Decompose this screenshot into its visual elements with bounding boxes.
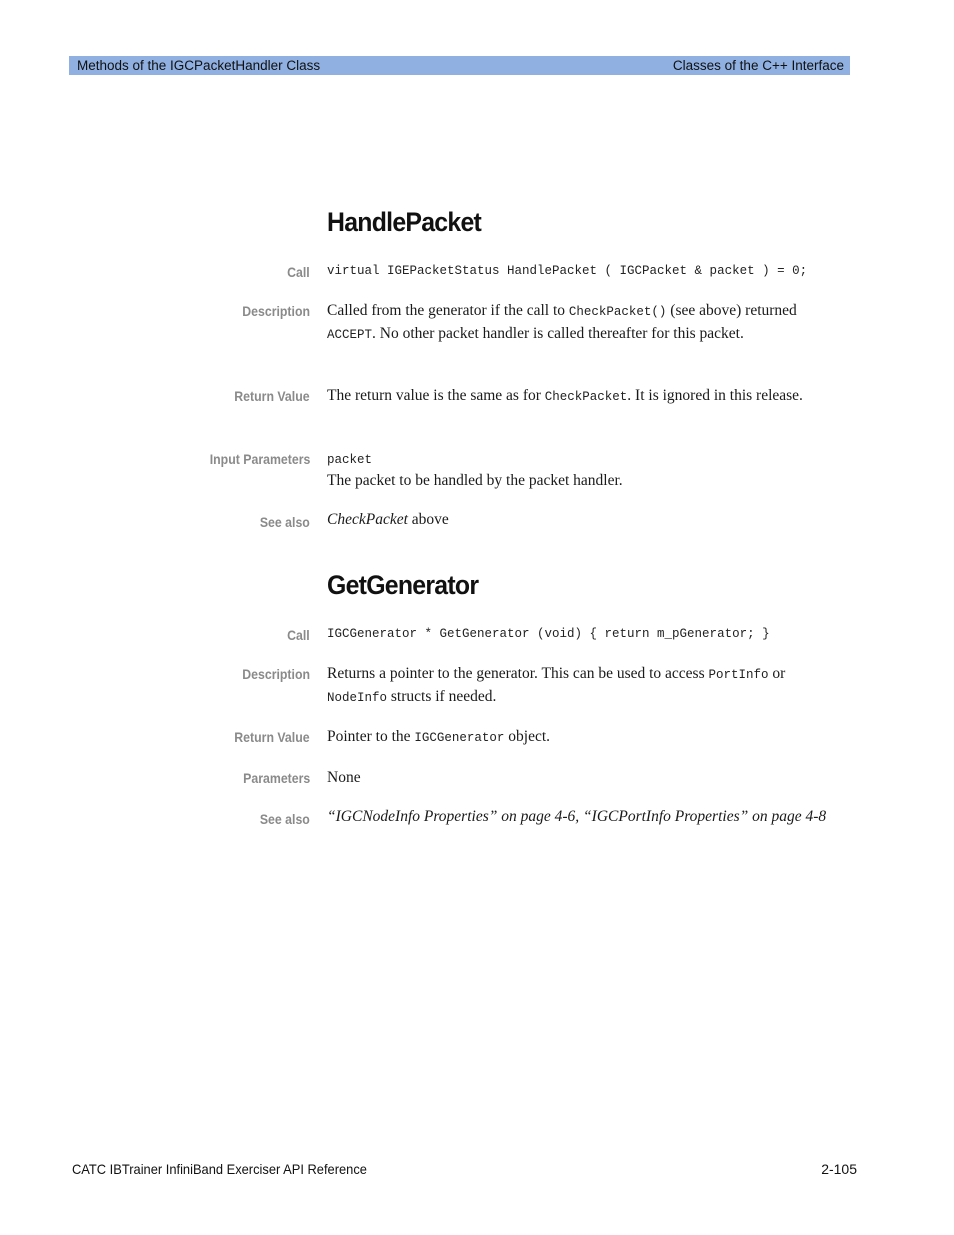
handlepacket-call-label: Call [287, 264, 310, 280]
running-header [69, 56, 850, 75]
handlepacket-return-value: The return value is the same as for CheckPacket. It is ignored in this release. [327, 387, 803, 404]
footer-page-number: 2-105 [821, 1161, 857, 1177]
handlepacket-return-label: Return Value [234, 388, 310, 404]
handlepacket-heading: HandlePacket [327, 207, 482, 237]
getgenerator-call-code: IGCGenerator * GetGenerator (void) { return m_pGenerator; } [327, 627, 770, 641]
code-nodeinfo: NodeInfo [327, 691, 388, 705]
handlepacket-seealso-label: See also [259, 514, 310, 530]
code-accept: ACCEPT [327, 328, 373, 342]
seealso-link-checkpacket[interactable]: CheckPacket [327, 511, 408, 528]
handlepacket-description: Called from the generator if the call to CheckPacket() (see above) returned ACCEPT. No other packet handler is called thereafter for this packet. [327, 302, 797, 342]
handlepacket-input-param: packet [327, 453, 373, 467]
getgenerator-heading: GetGenerator [327, 570, 479, 600]
getgenerator-seealso-label: See also [259, 811, 310, 827]
getgenerator-description-label: Description [242, 666, 310, 682]
handlepacket-description-label: Description [242, 303, 310, 319]
code-igcgenerator: IGCGenerator [414, 731, 505, 745]
getgenerator-return-label: Return Value [234, 729, 310, 745]
getgenerator-params-value: None [327, 769, 361, 786]
handlepacket-call-code: virtual IGEPacketStatus HandlePacket ( IGCPacket & packet ) = 0; [327, 264, 808, 278]
seealso-link-portinfo[interactable]: “IGCPortInfo Properties” on page 4-8 [583, 808, 827, 825]
header-chapter-title: Classes of the C++ Interface [672, 58, 844, 73]
handlepacket-seealso: CheckPacket above [327, 511, 449, 528]
seealso-link-nodeinfo[interactable]: “IGCNodeInfo Properties” on page 4-6 [327, 808, 576, 825]
getgenerator-call-label: Call [287, 627, 310, 643]
code-portinfo: PortInfo [708, 668, 769, 682]
code-checkpacket: CheckPacket() [568, 305, 667, 319]
code-checkpacket: CheckPacket [544, 390, 628, 404]
handlepacket-input-desc: The packet to be handled by the packet handler. [327, 472, 623, 489]
footer-document-title: CATC IBTrainer InfiniBand Exerciser API Reference [72, 1161, 367, 1177]
handlepacket-input-label: Input Parameters [209, 451, 310, 467]
header-section-title: Methods of the IGCPacketHandler Class [77, 58, 321, 73]
getgenerator-seealso: “IGCNodeInfo Properties” on page 4-6, “IGCPortInfo Properties” on page 4-8 [327, 808, 827, 825]
getgenerator-description: Returns a pointer to the generator. This can be used to access PortInfo or NodeInfo structs if needed. [327, 665, 786, 705]
getgenerator-params-label: Parameters [242, 770, 310, 786]
getgenerator-return-value: Pointer to the IGCGenerator object. [327, 728, 551, 745]
